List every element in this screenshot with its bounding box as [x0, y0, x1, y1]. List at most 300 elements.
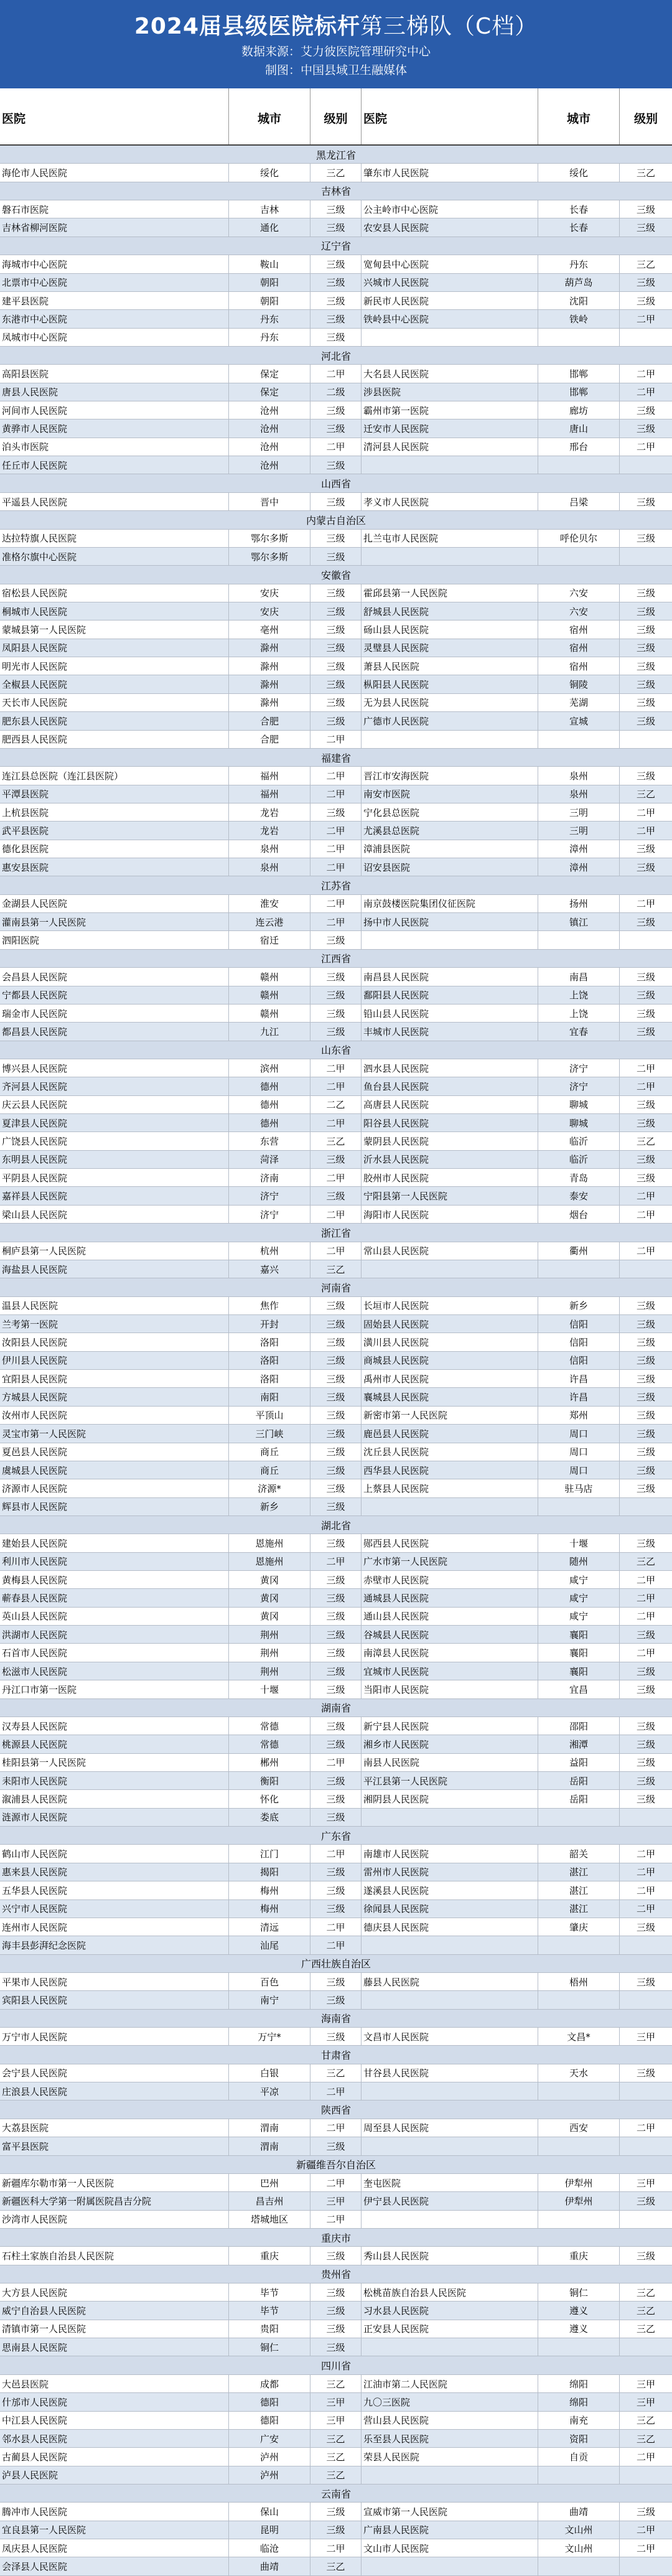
- cell-city-left: 荆州: [229, 1644, 310, 1661]
- table-row: [0, 1717, 672, 1735]
- table-row: [0, 1498, 672, 1516]
- cell-city-left: 商丘: [229, 1461, 310, 1479]
- cell-city-left: 焦作: [229, 1297, 310, 1314]
- cell-city-left: 鞍山: [229, 255, 310, 273]
- cell-level-right: 三级: [636, 496, 655, 508]
- cell-level-left: 三级: [310, 1443, 362, 1461]
- table-row: [0, 1790, 672, 1808]
- table-row: [0, 2375, 672, 2393]
- cell-hospital-left: 东明县人民医院: [0, 1151, 229, 1168]
- cell-city-left: 郴州: [229, 1754, 310, 1771]
- cell-city-right: [538, 2082, 620, 2100]
- cell-level-right: 三级: [636, 1172, 655, 1184]
- cell-level-right: [620, 931, 672, 948]
- table-row: [0, 255, 672, 273]
- cell-city-right: 绥化: [538, 164, 620, 181]
- table-row: [0, 639, 672, 657]
- cell-hospital-right: 宁化县总医院: [362, 803, 538, 821]
- cell-hospital-right: 清河县人民医院: [362, 438, 538, 456]
- table-header: [0, 88, 672, 146]
- cell-hospital-left: 肥西县人民医院: [0, 731, 229, 748]
- cell-hospital-right: 湘乡市人民医院: [362, 1735, 538, 1753]
- cell-hospital-right: 南京鼓楼医院集团仪征医院: [362, 895, 538, 912]
- table-row: [0, 329, 672, 347]
- cell-level-right: 三级: [636, 1026, 655, 1037]
- cell-level-right: 三级: [636, 1794, 655, 1806]
- cell-hospital-right: [362, 2338, 538, 2356]
- cell-level-left: 二甲: [310, 2119, 362, 2137]
- cell-city-right: 邢台: [538, 438, 620, 456]
- cell-city-right: 许昌: [538, 1370, 620, 1387]
- cell-hospital-right: 广水市第一人民医院: [362, 1553, 538, 1570]
- cell-level-left: 三级: [310, 1407, 362, 1424]
- cell-hospital-right: 广德市人民医院: [362, 712, 538, 729]
- cell-hospital-left: 沙湾市人民医院: [0, 2211, 229, 2228]
- cell-level-left: 三级: [310, 1352, 362, 1369]
- cell-level-right: 二甲: [636, 1081, 655, 1092]
- cell-level-left: 三乙: [310, 2466, 362, 2484]
- cell-city-right: 岳阳: [538, 1790, 620, 1807]
- cell-level-left: 二甲: [310, 2082, 362, 2100]
- table-row: [0, 1845, 672, 1863]
- cell-city-left: 连云港: [229, 913, 310, 930]
- cell-hospital-left: 会宁县人民医院: [0, 2064, 229, 2082]
- cell-city-right: 咸宁: [538, 1589, 620, 1606]
- cell-hospital-left: 大方县人民医院: [0, 2283, 229, 2301]
- cell-hospital-right: 海阳市人民医院: [362, 1206, 538, 1223]
- cell-level-left: 三级: [310, 2320, 362, 2338]
- cell-level-left: 三级: [310, 968, 362, 985]
- cell-city-left: 吉林: [229, 200, 310, 218]
- cell-city-left: 塔城地区: [229, 2211, 310, 2228]
- cell-hospital-left: 瑞金市人民医院: [0, 1005, 229, 1022]
- cell-level-right: 三级: [636, 660, 655, 672]
- table-row: [0, 1608, 672, 1626]
- cell-city-left: 白银: [229, 2064, 310, 2082]
- cell-city-left: 嘉兴: [229, 1260, 310, 1278]
- cell-hospital-right: 江油市第二人民医院: [362, 2375, 538, 2392]
- cell-level-left: 三乙: [310, 1260, 362, 1278]
- cell-hospital-right: 宣威市第一人民医院: [362, 2503, 538, 2520]
- cell-hospital-right: 泗水县人民医院: [362, 1059, 538, 1077]
- cell-city-left: 黄冈: [229, 1589, 310, 1606]
- cell-city-right: 南充: [538, 2412, 620, 2429]
- cell-city-left: 荆州: [229, 1662, 310, 1680]
- cell-hospital-left: 平潭县医院: [0, 785, 229, 803]
- cell-level-right: 三级: [636, 990, 655, 1001]
- cell-city-left: 东营: [229, 1132, 310, 1150]
- table-row: [0, 1187, 672, 1205]
- cell-hospital-right: 九〇三医院: [362, 2393, 538, 2410]
- cell-level-right: 三级: [636, 1665, 655, 1677]
- table-row: [0, 2557, 672, 2575]
- cell-hospital-left: 溆浦县人民医院: [0, 1790, 229, 1807]
- cell-level-left: 二甲: [310, 895, 362, 912]
- cell-level-right: 三乙: [636, 2287, 655, 2298]
- cell-hospital-left: 松滋市人民医院: [0, 1662, 229, 1680]
- table-row: [0, 1479, 672, 1497]
- cell-hospital-right: 大名县人民医院: [362, 365, 538, 382]
- cell-level-left: 三级: [310, 1370, 362, 1387]
- table-row: [0, 1772, 672, 1790]
- cell-level-right: 二甲: [636, 2524, 655, 2536]
- cell-level-left: 三级: [310, 675, 362, 693]
- cell-hospital-right: 奎屯医院: [362, 2174, 538, 2191]
- cell-city-right: 临沂: [538, 1132, 620, 1150]
- cell-level-left: 三级: [310, 1479, 362, 1497]
- cell-level-left: 三级: [310, 1534, 362, 1552]
- cell-level-right: 二甲: [636, 1574, 655, 1586]
- province-header: 重庆市: [0, 2229, 672, 2247]
- cell-hospital-left: 德化县医院: [0, 840, 229, 858]
- cell-level-right: 二甲: [636, 1848, 655, 1860]
- cell-city-left: 恩施州: [229, 1553, 310, 1570]
- cell-level-left: 二甲: [310, 1845, 362, 1862]
- cell-level-right: 二甲: [636, 1245, 655, 1257]
- cell-city-right: 南昌: [538, 968, 620, 985]
- cell-hospital-left: 夏津县人民医院: [0, 1114, 229, 1131]
- cell-level-right: 二甲: [636, 386, 655, 398]
- cell-level-left: 三级: [310, 2338, 362, 2356]
- cell-city-left: 娄底: [229, 1809, 310, 1826]
- table-row: [0, 1132, 672, 1150]
- cell-hospital-right: 周至县人民医院: [362, 2119, 538, 2137]
- cell-city-left: 德州: [229, 1077, 310, 1095]
- cell-hospital-right: 谷城县人民医院: [362, 1626, 538, 1643]
- province-header: 安徽省: [0, 566, 672, 584]
- cell-hospital-left: 济源市人民医院: [0, 1479, 229, 1497]
- cell-city-left: 龙岩: [229, 822, 310, 839]
- table-row: [0, 1589, 672, 1607]
- cell-hospital-left: 宾阳县人民医院: [0, 1991, 229, 2008]
- cell-hospital-right: [362, 1498, 538, 1515]
- cell-level-right: [620, 2137, 672, 2155]
- cell-city-right: 岳阳: [538, 1772, 620, 1789]
- cell-city-left: 渭南: [229, 2137, 310, 2155]
- cell-level-left: 三乙: [310, 2448, 362, 2465]
- cell-city-right: 郑州: [538, 1407, 620, 1424]
- cell-hospital-left: 洪湖市人民医院: [0, 1626, 229, 1643]
- cell-level-left: 三级: [310, 1735, 362, 1753]
- table-row: [0, 1735, 672, 1753]
- cell-city-left: 万宁*: [229, 2028, 310, 2045]
- cell-city-right: 咸宁: [538, 1571, 620, 1588]
- cell-level-left: 三级: [310, 2137, 362, 2155]
- cell-level-right: 三级: [636, 1300, 655, 1312]
- cell-hospital-left: 石首市人民医院: [0, 1644, 229, 1661]
- cell-city-left: 赣州: [229, 986, 310, 1004]
- table-row: [0, 2539, 672, 2557]
- cell-hospital-left: 上杭县医院: [0, 803, 229, 821]
- cell-hospital-left: 丹江口市第一医院: [0, 1680, 229, 1698]
- cell-hospital-right: [362, 2466, 538, 2484]
- cell-city-left: 渭南: [229, 2119, 310, 2137]
- province-header: 广西壮族自治区: [0, 1955, 672, 1973]
- cell-city-right: 伊犁州: [538, 2174, 620, 2191]
- cell-level-left: 二甲: [310, 2174, 362, 2191]
- cell-city-left: 丹东: [229, 310, 310, 327]
- cell-city-right: 宜昌: [538, 1680, 620, 1698]
- cell-level-left: 三级: [310, 2302, 362, 2319]
- cell-city-right: 湛江: [538, 1863, 620, 1881]
- cell-city-left: 三门峡: [229, 1425, 310, 1442]
- cell-level-left: 三甲: [310, 2393, 362, 2410]
- cell-level-right: [620, 329, 672, 346]
- cell-hospital-left: 伊川县人民医院: [0, 1352, 229, 1369]
- cell-level-right: 二甲: [636, 1885, 655, 1896]
- cell-hospital-right: 铅山县人民医院: [362, 1005, 538, 1022]
- province-header: 黑龙江省: [0, 146, 672, 164]
- cell-hospital-left: 古蔺县人民医院: [0, 2448, 229, 2465]
- cell-city-left: 安庆: [229, 584, 310, 602]
- cell-hospital-left: 宁都县人民医院: [0, 986, 229, 1004]
- cell-city-right: 新乡: [538, 1297, 620, 1314]
- table-row: [0, 548, 672, 566]
- table-row: [0, 218, 672, 237]
- cell-city-left: 成都: [229, 2375, 310, 2392]
- cell-level-right: 三级: [636, 533, 655, 545]
- cell-city-right: [538, 329, 620, 346]
- cell-hospital-right: 西华县人民医院: [362, 1461, 538, 1479]
- table-row: [0, 200, 672, 218]
- cell-hospital-left: 达拉特旗人民医院: [0, 530, 229, 547]
- cell-hospital-right: [362, 1991, 538, 2008]
- cell-level-right: 三级: [636, 642, 655, 654]
- cell-hospital-left: 金湖县人民医院: [0, 895, 229, 912]
- cell-hospital-left: 河间市人民医院: [0, 401, 229, 419]
- cell-level-left: 二甲: [310, 1206, 362, 1223]
- cell-hospital-right: 铁岭县中心医院: [362, 310, 538, 327]
- cell-hospital-left: 夏邑县人民医院: [0, 1443, 229, 1461]
- cell-level-left: 二甲: [310, 822, 362, 839]
- cell-city-left: 沧州: [229, 456, 310, 474]
- cell-level-left: 三级: [310, 1425, 362, 1442]
- cell-level-left: 三乙: [310, 2430, 362, 2447]
- province-header: 河北省: [0, 347, 672, 365]
- cell-hospital-left: 准格尔旗中心医院: [0, 548, 229, 565]
- table-row: [0, 1388, 672, 1406]
- data-source: 数据来源：艾力彼医院管理研究中心: [241, 45, 431, 59]
- cell-hospital-right: 诏安县医院: [362, 858, 538, 876]
- cell-hospital-left: 黄梅县人民医院: [0, 1571, 229, 1588]
- cell-level-left: 三级: [310, 602, 362, 620]
- cell-level-right: 三乙: [636, 1556, 655, 1568]
- cell-level-right: 二甲: [636, 1191, 655, 1202]
- cell-hospital-left: 天长市人民医院: [0, 694, 229, 711]
- cell-hospital-right: 德庆县人民医院: [362, 1918, 538, 1936]
- cell-level-left: 三级: [310, 621, 362, 638]
- cell-hospital-right: 新密市第一人民医院: [362, 1407, 538, 1424]
- cell-level-left: 三级: [310, 1900, 362, 1918]
- cell-level-right: 三级: [636, 2250, 655, 2262]
- cell-hospital-right: 长垣市人民医院: [362, 1297, 538, 1314]
- cell-city-left: 荆州: [229, 1626, 310, 1643]
- cell-level-left: 三级: [310, 274, 362, 291]
- cell-city-right: 随州: [538, 1553, 620, 1570]
- cell-level-right: 三级: [636, 222, 655, 234]
- cell-level-right: [620, 1498, 672, 1515]
- table-row: [0, 694, 672, 712]
- cell-city-left: 百色: [229, 1973, 310, 1990]
- cell-city-left: 黄冈: [229, 1608, 310, 1625]
- table-row: [0, 1114, 672, 1132]
- table-row: [0, 2466, 672, 2485]
- cell-level-right: 三级: [636, 679, 655, 691]
- cell-city-right: 文山州: [538, 2539, 620, 2557]
- cell-hospital-right: 遂溪县人民医院: [362, 1881, 538, 1899]
- cell-level-right: 三级: [636, 1117, 655, 1129]
- cell-level-right: 二甲: [636, 807, 655, 818]
- cell-hospital-right: 尤溪县总医院: [362, 822, 538, 839]
- table-row: [0, 2247, 672, 2265]
- cell-level-left: 三级: [310, 310, 362, 327]
- cell-hospital-left: 吉林省柳河医院: [0, 218, 229, 236]
- cell-hospital-left: 泗阳医院: [0, 931, 229, 948]
- table-row: [0, 1863, 672, 1881]
- cell-city-right: 湛江: [538, 1900, 620, 1918]
- cell-city-right: [538, 2137, 620, 2155]
- table-row: [0, 931, 672, 949]
- cell-hospital-left: 宜良县第一人民医院: [0, 2521, 229, 2539]
- cell-level-right: 三乙: [636, 2323, 655, 2335]
- province-header: 贵州省: [0, 2265, 672, 2283]
- cell-level-left: 三级: [310, 1790, 362, 1807]
- cell-hospital-right: 枞阳县人民医院: [362, 675, 538, 693]
- cell-city-right: 六安: [538, 584, 620, 602]
- cell-city-left: 赣州: [229, 968, 310, 985]
- table-row: [0, 1297, 672, 1315]
- cell-hospital-right: 农安县人民医院: [362, 218, 538, 236]
- cell-level-left: 三级: [310, 530, 362, 547]
- column-header-city-left: 城市: [229, 88, 310, 144]
- cell-level-right: 三乙: [636, 1136, 655, 1148]
- cell-hospital-left: 宿松县人民医院: [0, 584, 229, 602]
- cell-hospital-right: 阳谷县人民医院: [362, 1114, 538, 1131]
- cell-city-right: 长春: [538, 200, 620, 218]
- cell-city-right: 周口: [538, 1461, 620, 1479]
- cell-city-right: 烟台: [538, 1206, 620, 1223]
- cell-hospital-right: 迁安市人民医院: [362, 419, 538, 437]
- cell-hospital-right: 商城县人民医院: [362, 1352, 538, 1369]
- cell-hospital-left: 连江县总医院（连江县医院）: [0, 767, 229, 784]
- cell-hospital-right: 公主岭市中心医院: [362, 200, 538, 218]
- cell-city-left: 济源*: [229, 1479, 310, 1497]
- producer-credit: 制图：中国县域卫生融媒体: [264, 63, 407, 77]
- cell-city-right: [538, 1498, 620, 1515]
- cell-city-right: 宿州: [538, 621, 620, 638]
- cell-hospital-left: 大荔县医院: [0, 2119, 229, 2137]
- cell-hospital-left: 蕲春县人民医院: [0, 1589, 229, 1606]
- cell-hospital-right: 蒙阴县人民医院: [362, 1132, 538, 1150]
- table-row: [0, 785, 672, 803]
- table-row: [0, 1461, 672, 1479]
- cell-hospital-right: 常山县人民医院: [362, 1242, 538, 1260]
- table-row: [0, 731, 672, 749]
- cell-level-right: 二甲: [636, 1209, 655, 1220]
- cell-level-left: 三级: [310, 1973, 362, 1990]
- cell-level-right: 三级: [636, 423, 655, 435]
- cell-hospital-left: 海伦市人民医院: [0, 164, 229, 181]
- cell-city-right: 邵阳: [538, 1717, 620, 1735]
- cell-hospital-right: 平江县第一人民医院: [362, 1772, 538, 1789]
- cell-city-right: 十堰: [538, 1534, 620, 1552]
- cell-level-right: 二甲: [636, 2542, 655, 2554]
- cell-hospital-right: [362, 2557, 538, 2575]
- cell-level-left: 二甲: [310, 858, 362, 876]
- cell-city-right: 襄阳: [538, 1662, 620, 1680]
- table-row: [0, 530, 672, 548]
- table-row: [0, 1443, 672, 1461]
- cell-level-right: 三级: [636, 1373, 655, 1385]
- cell-city-right: 宣城: [538, 712, 620, 729]
- cell-city-left: 汕尾: [229, 1936, 310, 1954]
- province-header: 湖南省: [0, 1699, 672, 1717]
- cell-hospital-left: 桐城市人民医院: [0, 602, 229, 620]
- cell-hospital-left: 武平县医院: [0, 822, 229, 839]
- table-row: [0, 1644, 672, 1662]
- cell-level-left: 三级: [310, 1644, 362, 1661]
- cell-level-right: 三级: [636, 277, 655, 289]
- cell-city-right: 漳州: [538, 840, 620, 858]
- cell-city-left: 保定: [229, 365, 310, 382]
- cell-city-right: 泉州: [538, 785, 620, 803]
- cell-city-right: 聊城: [538, 1114, 620, 1131]
- cell-hospital-right: 徐闻县人民医院: [362, 1900, 538, 1918]
- cell-city-right: 驻马店: [538, 1479, 620, 1497]
- column-header-city-right: 城市: [538, 88, 620, 144]
- cell-hospital-left: 海城市中心医院: [0, 255, 229, 273]
- cell-hospital-right: 正安县人民医院: [362, 2320, 538, 2338]
- cell-city-right: 韶关: [538, 1845, 620, 1862]
- cell-city-right: 葫芦岛: [538, 274, 620, 291]
- cell-city-left: 合肥: [229, 712, 310, 729]
- cell-level-right: 二甲: [636, 441, 655, 453]
- table-row: [0, 1260, 672, 1278]
- cell-city-left: 济宁: [229, 1206, 310, 1223]
- cell-city-left: 恩施州: [229, 1534, 310, 1552]
- cell-level-right: [620, 1936, 672, 1954]
- cell-city-left: 临沧: [229, 2539, 310, 2557]
- table-row: [0, 2064, 672, 2082]
- table-row: [0, 2448, 672, 2466]
- cell-city-left: 贵阳: [229, 2320, 310, 2338]
- cell-hospital-left: 梁山县人民医院: [0, 1206, 229, 1223]
- cell-city-left: 德阳: [229, 2412, 310, 2429]
- cell-city-left: 梅州: [229, 1900, 310, 1918]
- cell-hospital-left: 建始县人民医院: [0, 1534, 229, 1552]
- province-header: 陕西省: [0, 2101, 672, 2119]
- table-row: [0, 401, 672, 419]
- cell-hospital-left: 任丘市人民医院: [0, 456, 229, 474]
- cell-hospital-right: 丰城市人民医院: [362, 1023, 538, 1040]
- cell-city-left: 通化: [229, 218, 310, 236]
- cell-city-right: 三明: [538, 803, 620, 821]
- cell-city-right: 信阳: [538, 1315, 620, 1332]
- cell-level-right: 三级: [636, 1428, 655, 1440]
- cell-hospital-right: 宽甸县中心医院: [362, 255, 538, 273]
- cell-level-left: 三级: [310, 1297, 362, 1314]
- cell-city-right: 自贡: [538, 2448, 620, 2465]
- cell-level-right: 三级: [636, 971, 655, 983]
- cell-hospital-right: [362, 931, 538, 948]
- table-row: [0, 1023, 672, 1041]
- cell-city-right: 上饶: [538, 1005, 620, 1022]
- cell-hospital-left: 清镇市第一人民医院: [0, 2320, 229, 2338]
- cell-city-left: 福州: [229, 785, 310, 803]
- cell-level-right: 三级: [636, 916, 655, 928]
- title-sub: 第三梯队（C档）: [360, 14, 538, 39]
- cell-city-left: 合肥: [229, 731, 310, 748]
